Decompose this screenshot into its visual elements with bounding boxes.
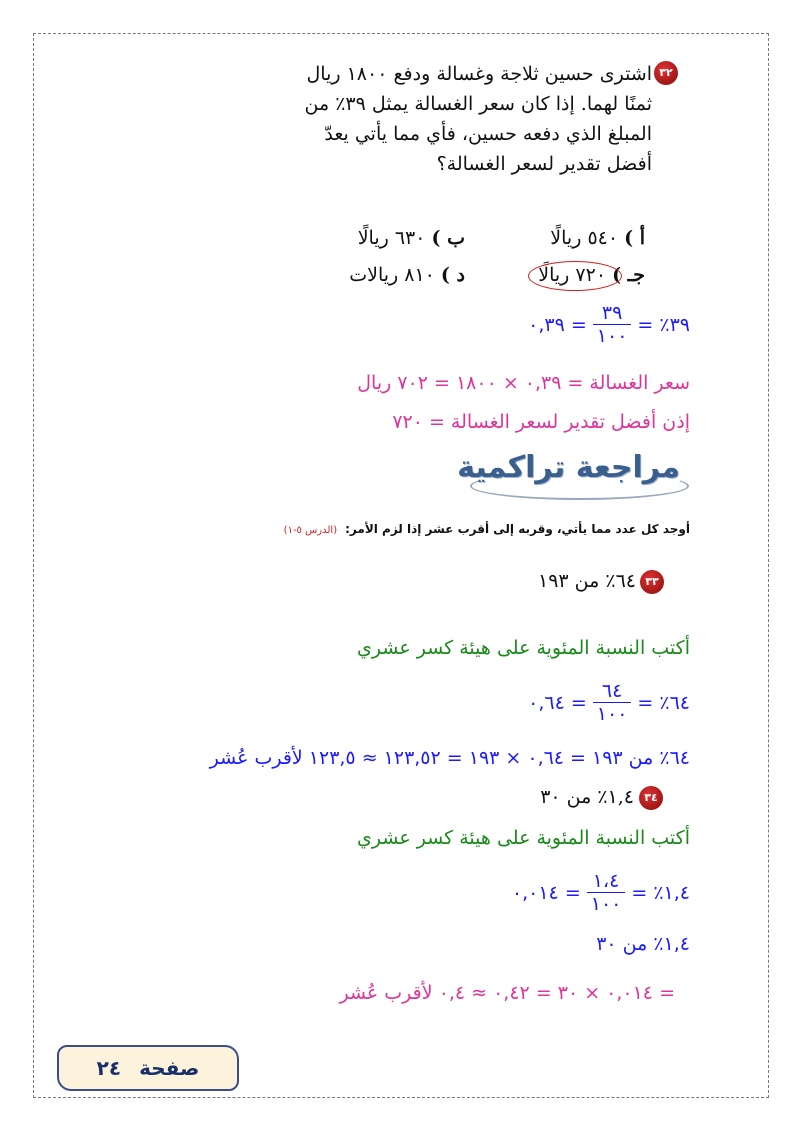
calculation-line: سعر الغسالة = ٠,٣٩ × ١٨٠٠ = ٧٠٢ ريال [357, 372, 690, 394]
calculation-line: ٦٤٪ من ١٩٣ = ٠,٦٤ × ١٩٣ = ١٢٣,٥٢ ≈ ١٢٣,٥ لأقرب عُشر [209, 747, 690, 769]
option-letter: د ) [440, 264, 465, 286]
option-letter: أ ) [624, 227, 645, 249]
fraction [593, 680, 632, 725]
page-number: ٢٤ [96, 1056, 122, 1080]
instruction-text: أوجد كل عدد مما يأتي، وقربه إلى أقرب عشر إذا لزم الأمر: [345, 522, 690, 536]
calculation-line: = ٠,٠١٤ × ٣٠ = ٠,٤٢ ≈ ٠,٤ لأقرب عُشر [339, 982, 675, 1004]
denominator: ١٠٠ [596, 703, 628, 725]
equation-left: ٦٤٪ = [637, 691, 690, 714]
question-line: المبلغ الذي دفعه حسين، فأي مما يأتي يعدّ [324, 123, 652, 145]
question-34-prompt: ١,٤٪ من ٣٠ [540, 786, 634, 808]
review-instruction [284, 522, 690, 536]
option-letter: ب ) [431, 227, 465, 249]
equation-left: ٣٩٪ = [637, 313, 690, 336]
option-letter: جـ ) [612, 264, 645, 286]
fraction [593, 302, 632, 347]
equation-right: = ٠,٣٩ [528, 313, 587, 336]
question-number-badge: ٣٤ [639, 786, 663, 810]
denominator: ١٠٠ [590, 893, 622, 915]
page-number-box [57, 1045, 239, 1091]
hint-text: أكتب النسبة المئوية على هيئة كسر عشري [357, 827, 690, 849]
numerator: ١،٤ [587, 870, 626, 893]
option-a[interactable] [550, 223, 645, 253]
question-33-prompt: ٦٤٪ من ١٩٣ [538, 570, 636, 592]
equation-left: ١,٤٪ = [631, 881, 690, 904]
percent-to-decimal-equation [512, 870, 690, 915]
percent-to-decimal-equation [528, 302, 690, 347]
option-b[interactable] [358, 223, 465, 253]
question-line: ثمنًا لهما. إذا كان سعر الغسالة يمثل ٣٩٪ من [304, 93, 652, 115]
denominator: ١٠٠ [596, 325, 628, 347]
option-text: ٦٣٠ ريالًا [357, 227, 426, 249]
equation-right: = ٠,٦٤ [528, 691, 587, 714]
question-32-text [305, 59, 652, 179]
question-line: اشترى حسين ثلاجة وغسالة ودفع ١٨٠٠ ريال [306, 63, 652, 85]
restated-prompt: ١,٤٪ من ٣٠ [596, 933, 690, 955]
question-number-badge: ٣٣ [640, 570, 664, 594]
hint-text: أكتب النسبة المئوية على هيئة كسر عشري [357, 637, 690, 659]
cumulative-review-logo: مراجعة تراكمية [457, 450, 680, 485]
conclusion-line: إذن أفضل تقدير لسعر الغسالة = ٧٢٠ [392, 411, 690, 433]
page-label: صفحة [139, 1056, 200, 1080]
option-text: ٥٤٠ ريالًا [550, 227, 619, 249]
percent-to-decimal-equation [528, 680, 690, 725]
numerator: ٦٤ [593, 680, 632, 703]
option-text: ٧٢٠ ريالًا [538, 264, 607, 286]
answer-circle-mark [528, 261, 622, 291]
equation-right: = ٠,٠١٤ [511, 881, 581, 904]
lesson-reference: (الدرس ٥-١) [283, 525, 338, 536]
question-line: أفضل تقدير لسعر الغسالة؟ [436, 153, 652, 175]
fraction [587, 870, 626, 915]
option-text: ٨١٠ ريالات [349, 264, 435, 286]
option-d[interactable] [349, 260, 465, 290]
question-number-badge: ٣٢ [654, 61, 678, 85]
numerator: ٣٩ [593, 302, 632, 325]
